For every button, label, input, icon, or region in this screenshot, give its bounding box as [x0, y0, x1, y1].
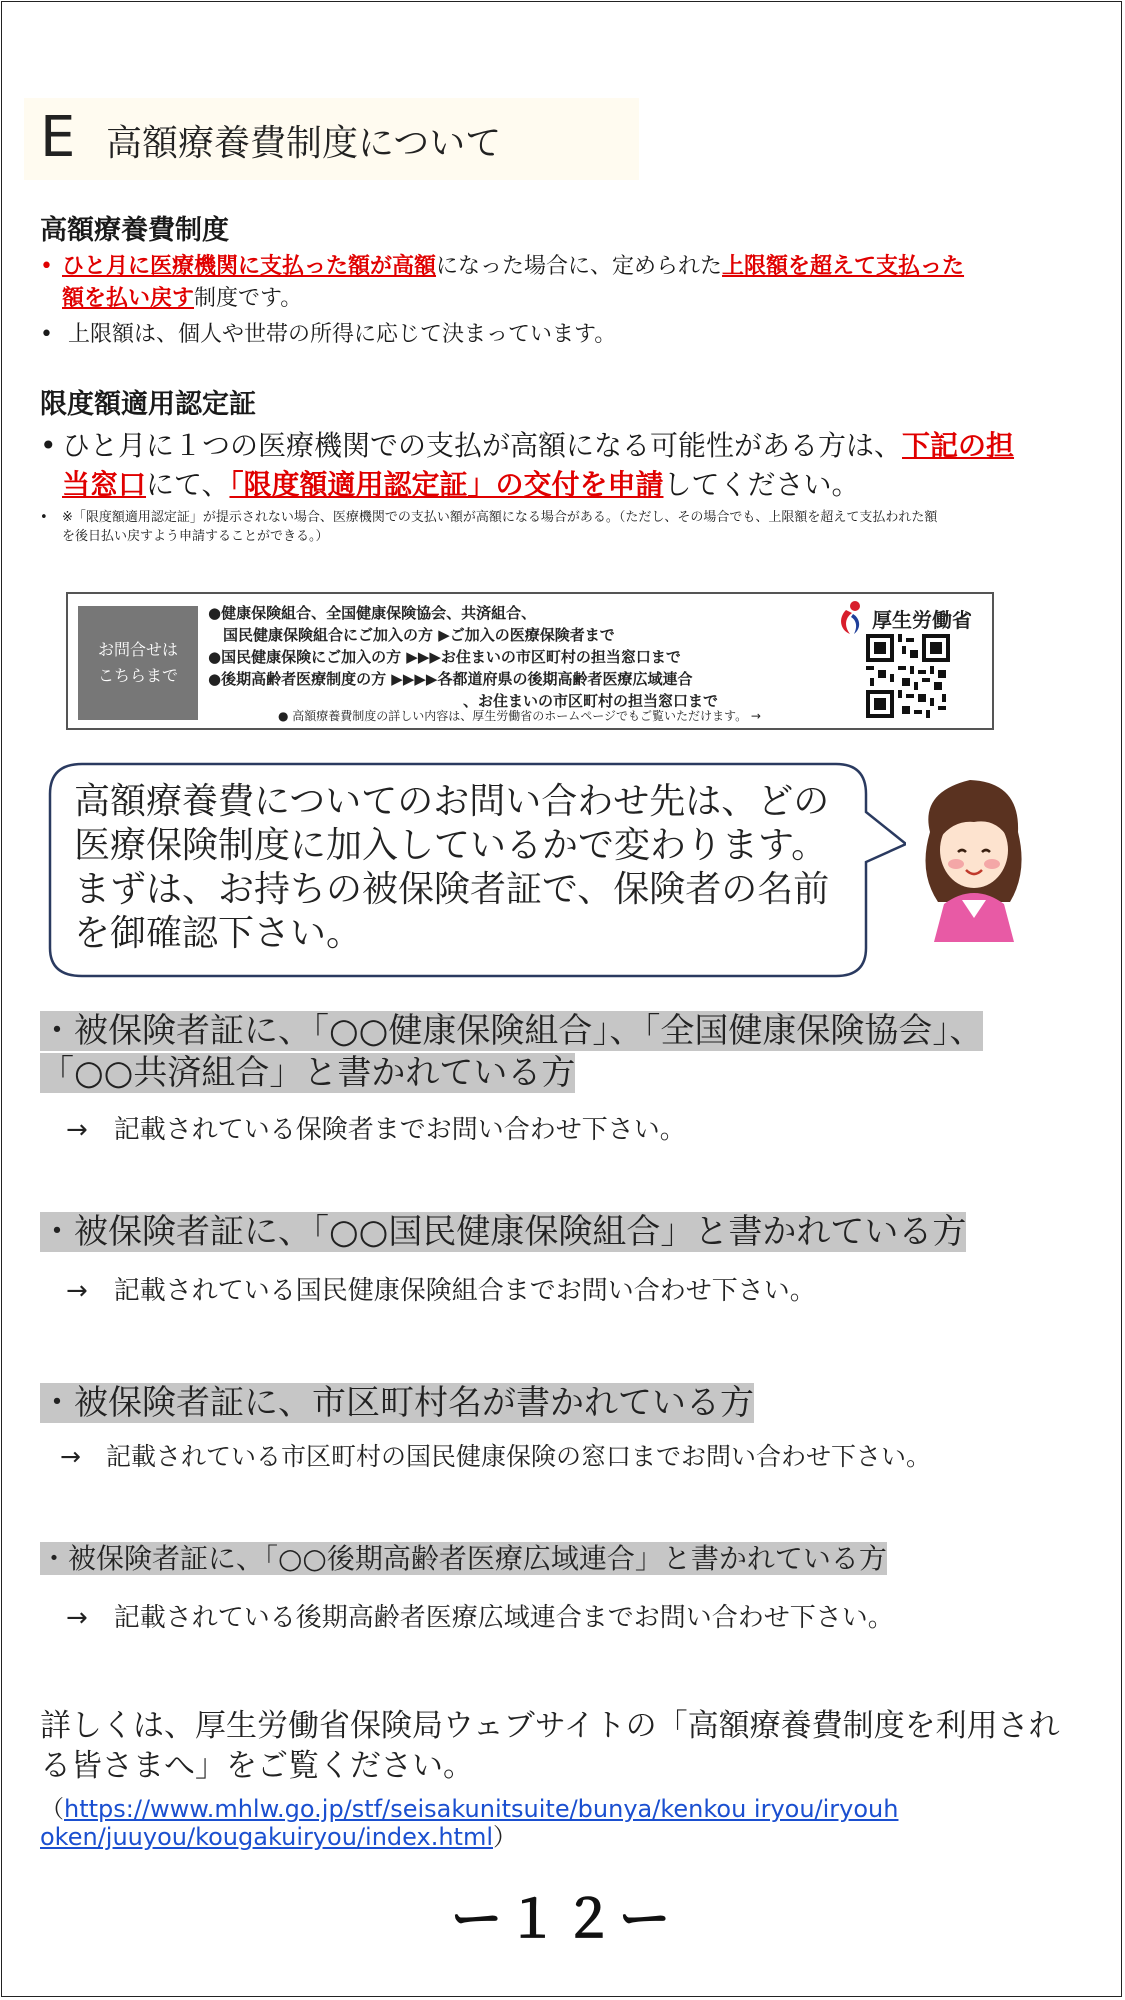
case-3-answer: → 記載されている市区町村の国民健康保険の窓口までお問い合わせ下さい。	[60, 1442, 931, 1471]
cert-heading: 限度額適用認定証	[40, 389, 256, 420]
ministry-name: 厚生労働省	[872, 607, 972, 632]
system-bullet-1	[40, 251, 1080, 311]
bubble-text: 高額療養費についてのお問い合わせ先は、どの医療保険制度に加入しているかで変わります。まずは、お持ちの被保険者証で、保険者の名前を御確認下さい。	[74, 781, 830, 954]
cert-line2-red2: 「限度額適用認定証」の交付を申請	[229, 468, 664, 501]
details-text: 詳しくは、厚生労働省保険局ウェブサイトの「高額療養費制度を利用される皆さまへ」をご覧ください。	[40, 1708, 1060, 1784]
case-1-heading	[40, 1010, 1110, 1094]
ministry-logo-icon	[836, 600, 866, 636]
contact-row-3: ●国民健康保険にご加入の方 ▶▶▶お住まいの市区町村の担当窓口まで	[208, 648, 681, 666]
bullet-dot: •	[40, 429, 57, 462]
cert-bullet	[40, 426, 1100, 501]
qr-code-icon[interactable]	[866, 634, 950, 718]
woman-illustration-icon	[910, 772, 1040, 942]
case-3-heading-line1: ・被保険者証に、市区町村名が書かれている方	[40, 1383, 754, 1423]
details-link-line2[interactable]: oken/juuyou/kougakuiryou/index.html	[40, 1823, 493, 1851]
contact-row-2: 国民健康保険組合にご加入の方 ▶ご加入の医療保険者まで	[208, 626, 615, 644]
cert-note-line1: ※「限度額適用認定証」が提示されない場合、医療機関での支払い額が高額になる場合がある。（ただし、その場合でも、上限額を超えて支払われた額	[62, 510, 938, 525]
cert-note: • ※「限度額適用認定証」が提示されない場合、医療機関での支払い額が高額になる場合がある。（ただし、その場合でも、上限額を超えて支払われた額 を後日払い戻すよう申請することができる。）	[40, 510, 938, 544]
ministry-logo	[836, 600, 972, 636]
section-header	[24, 98, 639, 180]
case-1-heading-line2: 「○○共済組合」と書かれている方	[40, 1053, 576, 1093]
case-1-answer: → 記載されている保険者までお問い合わせ下さい。	[66, 1115, 686, 1145]
contact-row-5: 、お住まいの市区町村の担当窓口まで	[208, 692, 719, 710]
cert-line2-end: してください。	[663, 468, 860, 501]
system-heading: 高額療養費制度	[40, 215, 229, 246]
system-red-1: ひと月に医療機関に支払った額が高額	[62, 254, 437, 279]
details-link-line1[interactable]: https://www.mhlw.go.jp/stf/seisakunitsuite/bunya/kenkou iryou/iryouh	[64, 1795, 899, 1823]
contact-label-2: こちらまで	[97, 666, 178, 685]
section-title: 高額療養費制度について	[106, 123, 502, 164]
contact-label-1: お問合せは	[97, 640, 178, 659]
link-close-paren: ）	[493, 1823, 517, 1851]
system-red-2a: 上限額を超えて支払った	[722, 254, 965, 279]
bullet-dot: •	[40, 254, 53, 279]
case-4-heading-line1: ・被保険者証に、「○○後期高齢者医療広域連合」と書かれている方	[40, 1542, 887, 1575]
cert-line2-red1: 当窓口	[62, 468, 147, 501]
cert-line2-mid: にて、	[146, 468, 230, 501]
contact-row-4: ●後期高齢者医療制度の方 ▶▶▶▶各都道府県の後期高齢者医療広域連合	[208, 670, 693, 688]
page-number: ー１２ー	[450, 1890, 675, 1950]
cert-line1-red: 下記の担	[902, 429, 1015, 462]
contact-row-1: ●健康保険組合、全国健康保険協会、共済組合、	[208, 604, 537, 622]
case-2-heading	[40, 1211, 1110, 1253]
details-link-block	[40, 1795, 1100, 1851]
cert-line1-text: ひと月に１つの医療機関での支払が高額になる可能性がある方は、	[62, 429, 903, 462]
system-bullet-2	[40, 319, 616, 351]
section-letter: E	[40, 105, 76, 170]
case-2-heading-line1: ・被保険者証に、「○○国民健康保険組合」と書かれている方	[40, 1212, 967, 1252]
cert-note-line2: を後日払い戻すよう申請することができる。）	[62, 529, 329, 544]
link-open-paren: （	[40, 1795, 64, 1823]
contact-label-box	[78, 606, 198, 720]
case-4-answer: → 記載されている後期高齢者医療広域連合までお問い合わせ下さい。	[66, 1603, 894, 1633]
case-2-answer: → 記載されている国民健康保険組合までお問い合わせ下さい。	[66, 1276, 816, 1306]
case-1-heading-line1: ・被保険者証に、「○○健康保険組合」、「全国健康保険協会」、	[40, 1011, 984, 1051]
case-3-heading	[40, 1382, 1110, 1424]
contact-box	[66, 592, 994, 730]
bullet-dot: •	[40, 322, 53, 347]
case-4-heading	[40, 1540, 1110, 1578]
system-end: 制度です。	[194, 286, 303, 311]
system-mid: になった場合に、定められた	[436, 254, 723, 279]
contact-footer: ● 高額療養費制度の詳しい内容は、厚生労働省のホームページでもご覧いただけます。 →	[278, 709, 761, 723]
system-red-2b: 額を払い戻す	[62, 286, 195, 311]
system-bullet-2-text: 上限額は、個人や世帯の所得に応じて決まっています。	[67, 322, 617, 347]
